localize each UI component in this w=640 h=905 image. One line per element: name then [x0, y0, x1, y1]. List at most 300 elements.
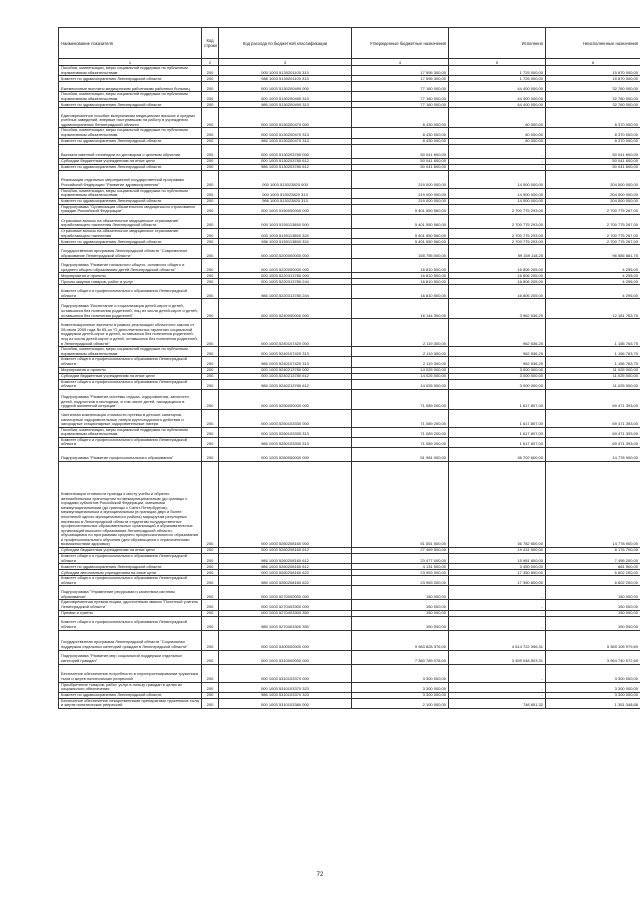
table-row — [59, 299, 640, 319]
budget-code-cell: 000 1003 5310000000 000 — [219, 650, 352, 664]
column-index: 6 — [546, 59, 640, 66]
budget-code-cell: 000 1003 5130203780 000 — [219, 144, 352, 158]
unexecuted-amount-cell: 150 000,00 — [546, 616, 640, 630]
executed-amount-cell: 17 350 800,00 — [449, 570, 546, 576]
line-code-cell: 200 — [202, 630, 219, 650]
indicator-name-cell: Комитет общего и профессионального образования Ленинградской области — [59, 357, 202, 367]
line-code-cell: 200 — [202, 448, 219, 462]
budget-table-page — [58, 27, 638, 709]
unexecuted-amount-cell: 11 025 000,00 — [546, 379, 640, 389]
unexecuted-amount-cell: 96 585 881,75 — [546, 245, 640, 259]
indicator-name-cell: Бесплатное обеспечение лекарственными препаратами тружеников тыла и жертв политических репрессий — [59, 698, 202, 708]
table-row — [59, 616, 640, 630]
table-row — [59, 204, 640, 214]
executed-amount-cell: 16 806 205,00 — [449, 259, 546, 273]
executed-amount-cell: 44 400 000,00 — [449, 82, 546, 92]
line-code-cell: 200 — [202, 76, 219, 82]
table-row — [59, 379, 640, 389]
indicator-name-cell: Единовременное пособие выпускникам медицинских высших и средних учебных заведений, впервые поступившим на работу в учреждения здравоохранения Ленинградской области — [59, 108, 202, 128]
executed-amount-cell: 14 500 000,00 — [449, 170, 546, 188]
executed-amount-cell: 44 400 000,00 — [449, 92, 546, 102]
line-code-cell: 200 — [202, 373, 219, 379]
line-code-cell: 200 — [202, 564, 219, 570]
indicator-name-cell: Выплата именной стипендии по договорам о целевом обучении — [59, 144, 202, 158]
unexecuted-amount-cell: 69 471 393,00 — [546, 389, 640, 409]
executed-amount-cell: 16 806 205,00 — [449, 279, 546, 285]
approved-amount-cell: 50 041 600,00 — [352, 158, 449, 164]
approved-amount-cell: 23 477 000,00 — [352, 554, 449, 564]
budget-code-cell: 000 1003 5250000000 000 — [219, 389, 352, 409]
table-header-row — [59, 28, 640, 59]
budget-code-cell: 986 1003 5130200470 313 — [219, 138, 352, 144]
approved-amount-cell: 150 000,00 — [352, 616, 449, 630]
approved-amount-cell: 5 401 550 560,00 — [352, 239, 449, 245]
executed-amount-cell: 2 700 775 293,00 — [449, 228, 546, 238]
approved-amount-cell: 16 810 500,00 — [352, 285, 449, 299]
table-row — [59, 82, 640, 92]
unexecuted-amount-cell: 1 156 763,75 — [546, 319, 640, 347]
executed-amount-cell: 3 459 048 503,31 — [449, 650, 546, 664]
unexecuted-amount-cell: 2 700 775 267,00 — [546, 214, 640, 228]
line-code-cell: 200 — [202, 239, 219, 245]
executed-amount-cell: - — [449, 682, 546, 692]
budget-code-cell: 000 1003 5310103380 000 — [219, 698, 352, 708]
approved-amount-cell: 8 430 000,00 — [352, 138, 449, 144]
unexecuted-amount-cell: 8 176 700,00 — [546, 548, 640, 554]
approved-amount-cell: 150 000,00 — [352, 610, 449, 616]
line-code-cell: 200 — [202, 188, 219, 198]
executed-amount-cell: - — [449, 600, 546, 610]
approved-amount-cell: 150 000,00 — [352, 600, 449, 610]
indicator-name-cell: Пособия, компенсации, меры социальной поддержки по публичным нормативным обязательствам — [59, 347, 202, 357]
unexecuted-amount-cell: 4 295,00 — [546, 285, 640, 299]
unexecuted-amount-cell: 3 300 000,00 — [546, 692, 640, 698]
line-code-cell: 200 — [202, 409, 219, 427]
unexecuted-amount-cell: 6 602 200,00 — [546, 576, 640, 586]
approved-amount-cell: 14 025 000,00 — [352, 367, 449, 373]
column-index: 4 — [352, 59, 449, 66]
table-row — [59, 347, 640, 357]
line-code-cell: 200 — [202, 554, 219, 564]
unexecuted-amount-cell: 50 041 600,00 — [546, 158, 640, 164]
approved-amount-cell: 3 300 000,00 — [352, 682, 449, 692]
executed-amount-cell: 2 700 775 293,00 — [449, 204, 546, 214]
table-row — [59, 682, 640, 692]
indicator-name-cell: Подпрограмма "Развитие системы отдыха, оздоровления, занятости детей, подростков и молодежи, в том числе детей, находящихся в трудной жизненной ситуации" — [59, 389, 202, 409]
indicator-name-cell: Компенсационные выплаты в рамках реализации областного закона от 28 июля 2005 года № 65-оз "О дополнительных гарантиях социальной поддержки детей-сирот и детей, оставшихся без попечения родителей, лиц из числа детей-сирот и детей, оставшихся без попечения родителей, в Ленинградской области" — [59, 319, 202, 347]
indicator-name-cell: Компенсация стоимости проезда к месту учебы и обратно автомобильным транспортом по межмуниципальным (до границы с городами субъектов Российской Федерации, смежными межмуниципальными (до границы с Санкт-Петербургом), межмуниципальным и муниципальным (в границах двух и более поселений одного муниципального района) маршрутам регулярных перевозок в Ленинградской области студентам государственных профессиональных образовательных организаций и образовательных организаций высшего образования Ленинградской области, обучающимся по программам среднего профессионального образования и профессионального обучения (для обучающихся с ограниченными возможностями здоровья) — [59, 462, 202, 548]
approved-amount-cell: 5 401 550 560,00 — [352, 214, 449, 228]
budget-code-cell: 000 1003 5130201100 313 — [219, 66, 352, 76]
indicator-name-cell: Пособия, компенсации, меры социальной поддержки по публичным нормативным обязательствам — [59, 92, 202, 102]
budget-code-cell: 986 1003 5260208160 612 — [219, 564, 352, 570]
budget-code-cell: 986 1003 5130201100 313 — [219, 76, 352, 82]
approved-amount-cell: 9 983 828 376,00 — [352, 630, 449, 650]
column-index: 2 — [202, 59, 219, 66]
line-code-cell: 200 — [202, 616, 219, 630]
approved-amount-cell: 155 755 000,00 — [352, 245, 449, 259]
indicator-name-cell: Единовременная премия лицам, удостоенным звания "Почетный учитель Ленинградской области" — [59, 600, 202, 610]
indicator-name-cell: Страховые взносы на обязательное медицинское страхование неработающего населения — [59, 228, 202, 238]
budget-execution-table — [58, 27, 640, 709]
budget-code-cell: 000 1003 5250103330 000 — [219, 409, 352, 427]
budget-code-cell: 000 1003 5240107420 000 — [219, 319, 352, 347]
indicator-name-cell: Пособия, компенсации, меры социальной поддержки по публичным нормативным обязательствам — [59, 66, 202, 76]
budget-code-cell: 000 1003 5220313780 000 — [219, 273, 352, 279]
line-code-cell: 200 — [202, 170, 219, 188]
indicator-name-cell: Приобретение товаров, работ, услуг в пользу граждан в целях их социального обеспечения — [59, 682, 202, 692]
executed-amount-cell: 4 614 722 396,31 — [449, 630, 546, 650]
indicator-name-cell: Бесплатное обеспечение потребности в слухопротезировании труженика тыла и жертв политических репрессий — [59, 664, 202, 682]
line-code-cell: 200 — [202, 698, 219, 708]
approved-amount-cell: 8 430 000,00 — [352, 128, 449, 138]
budget-code-cell: 000 1003 5270403300 000 — [219, 600, 352, 610]
budget-code-cell: 000 1003 5130200470 000 — [219, 108, 352, 128]
line-code-cell: 200 — [202, 214, 219, 228]
header-unexecuted: Неисполненные назначения — [546, 28, 640, 59]
line-code-cell: 200 — [202, 682, 219, 692]
header-line-code: Код строки — [202, 28, 219, 59]
table-row — [59, 698, 640, 708]
line-code-cell: 200 — [202, 279, 219, 285]
approved-amount-cell: 27 469 500,00 — [352, 548, 449, 554]
unexecuted-amount-cell: 14 778 900,00 — [546, 448, 640, 462]
line-code-cell: 200 — [202, 367, 219, 373]
header-budget-code: Код расхода по бюджетной классификации — [219, 28, 352, 59]
approved-amount-cell: 17 595 300,00 — [352, 76, 449, 82]
line-code-cell: 200 — [202, 92, 219, 102]
executed-amount-cell: 16 806 205,00 — [449, 273, 546, 279]
table-row — [59, 245, 640, 259]
table-row — [59, 357, 640, 367]
indicator-name-cell: Комитет по здравоохранению Ленинградской области — [59, 692, 202, 698]
table-row — [59, 128, 640, 138]
line-code-cell: 200 — [202, 570, 219, 576]
unexecuted-amount-cell: 4 295,00 — [546, 273, 640, 279]
approved-amount-cell: 71 089 200,00 — [352, 427, 449, 437]
approved-amount-cell: 51 551 500,00 — [352, 462, 449, 548]
line-code-cell: 200 — [202, 245, 219, 259]
indicator-name-cell: Комитет общего и профессионального образования Ленинградской области — [59, 437, 202, 447]
budget-code-cell: 986 1003 5310103370 323 — [219, 692, 352, 698]
budget-code-cell: 000 1003 513023820 000 — [219, 170, 352, 188]
approved-amount-cell: 219 000 000,00 — [352, 170, 449, 188]
indicator-name-cell: Пособия, компенсации, меры социальной поддержки по публичным нормативным обязательствам — [59, 188, 202, 198]
line-code-cell: 200 — [202, 357, 219, 367]
unexecuted-amount-cell: 8 370 000,00 — [546, 128, 640, 138]
budget-code-cell: 986 1003 5250103330 313 — [219, 437, 352, 447]
approved-amount-cell: 77 160 000,00 — [352, 82, 449, 92]
executed-amount-cell: 17 350 800,00 — [449, 576, 546, 586]
indicator-name-cell: Комитет по здравоохранению Ленинградской области — [59, 164, 202, 170]
line-code-cell: 200 — [202, 610, 219, 616]
budget-code-cell: 000 1003 5260208160 612 — [219, 548, 352, 554]
unexecuted-amount-cell: 681 500,00 — [546, 564, 640, 570]
unexecuted-amount-cell: 150 000,00 — [546, 610, 640, 616]
approved-amount-cell: 51 981 000,00 — [352, 448, 449, 462]
line-code-cell: 200 — [202, 664, 219, 682]
indicator-name-cell: Премии и гранты — [59, 610, 202, 616]
executed-amount-cell: 60 000,00 — [449, 128, 546, 138]
approved-amount-cell: 71 089 200,00 — [352, 389, 449, 409]
executed-amount-cell: 962 536,25 — [449, 347, 546, 357]
executed-amount-cell: 3 000 000,00 — [449, 373, 546, 379]
executed-amount-cell: 3 962 536,25 — [449, 299, 546, 319]
approved-amount-cell: 16 810 500,00 — [352, 279, 449, 285]
line-code-cell: 200 — [202, 650, 219, 664]
table-row — [59, 586, 640, 600]
table-row — [59, 228, 640, 238]
executed-amount-cell: - — [449, 158, 546, 164]
indicator-name-cell: Комитет общего и профессионального образования Ленинградской области — [59, 616, 202, 630]
line-code-cell: 200 — [202, 66, 219, 76]
indicator-name-cell: Мероприятия и проекты — [59, 367, 202, 373]
unexecuted-amount-cell: 69 471 393,00 — [546, 427, 640, 437]
budget-code-cell: 000 1003 5130203780 612 — [219, 158, 352, 164]
approved-amount-cell: 77 160 000,00 — [352, 92, 449, 102]
executed-amount-cell: 15 981 800,00 — [449, 554, 546, 564]
unexecuted-amount-cell: 204 500 000,00 — [546, 170, 640, 188]
indicator-name-cell: Пособия, компенсации, меры социальной поддержки по публичным нормативным обязательствам — [59, 128, 202, 138]
unexecuted-amount-cell: 50 041 600,00 — [546, 164, 640, 170]
unexecuted-amount-cell: 12 181 763,75 — [546, 299, 640, 319]
budget-code-cell: 986 1003 5130200490 313 — [219, 102, 352, 108]
line-code-cell: 200 — [202, 128, 219, 138]
line-code-cell: 200 — [202, 379, 219, 389]
executed-amount-cell: 1 617 807,00 — [449, 437, 546, 447]
table-row — [59, 188, 640, 198]
line-code-cell: 200 — [202, 586, 219, 600]
approved-amount-cell: 16 810 500,00 — [352, 273, 449, 279]
approved-amount-cell: 77 160 000,00 — [352, 102, 449, 108]
indicator-name-cell: Субсидии бюджетным учреждениям на иные цели — [59, 373, 202, 379]
indicator-name-cell: Мероприятия и проекты — [59, 273, 202, 279]
header-executed: Исполнено — [449, 28, 546, 59]
approved-amount-cell: 23 953 000,00 — [352, 576, 449, 586]
executed-amount-cell: 44 400 000,00 — [449, 102, 546, 108]
indicator-name-cell: Государственная программа Ленинградской области "Современное образование Ленинградской области" — [59, 245, 202, 259]
budget-code-cell: 000 1003 5240213780 612 — [219, 373, 352, 379]
unexecuted-amount-cell: 50 041 600,00 — [546, 144, 640, 158]
unexecuted-amount-cell: 3 964 740 572,69 — [546, 650, 640, 664]
budget-code-cell: 000 1003 5260000000 000 — [219, 448, 352, 462]
unexecuted-amount-cell: 3 300 000,00 — [546, 682, 640, 692]
indicator-name-cell: Страховые взносы на обязательное медицинское страхование неработающего населения Ленинградской области — [59, 214, 202, 228]
indicator-name-cell: Комитет по здравоохранению Ленинградской области — [59, 102, 202, 108]
unexecuted-amount-cell: 2 700 775 267,00 — [546, 239, 640, 245]
approved-amount-cell: 3 300 000,00 — [352, 692, 449, 698]
table-row — [59, 319, 640, 347]
column-index: 5 — [449, 59, 546, 66]
budget-code-cell: 000 1003 5240000000 000 — [219, 299, 352, 319]
line-code-cell: 200 — [202, 144, 219, 158]
indicator-name-cell: Комитет общего и профессионального образования Ленинградской области — [59, 285, 202, 299]
line-code-cell: 200 — [202, 158, 219, 164]
unexecuted-amount-cell: 11 025 000,00 — [546, 373, 640, 379]
table-row — [59, 576, 640, 586]
indicator-name-cell: Государственная программа Ленинградской области "Социальная поддержка отдельных категорий граждан в Ленинградской области" — [59, 630, 202, 650]
approved-amount-cell: 4 131 500,00 — [352, 564, 449, 570]
unexecuted-amount-cell: 150 000,00 — [546, 586, 640, 600]
indicator-name-cell: Субсидии бюджетным учреждениям на иные цели — [59, 158, 202, 164]
table-row — [59, 409, 640, 427]
approved-amount-cell: 219 000 000,00 — [352, 188, 449, 198]
budget-code-cell: 000 1003 5130200490 000 — [219, 82, 352, 92]
indicator-name-cell: Комитет по здравоохранению Ленинградской области — [59, 198, 202, 204]
line-code-cell: 200 — [202, 600, 219, 610]
executed-amount-cell: 1 725 000,00 — [449, 66, 546, 76]
budget-code-cell: 000 1003 5150113850 324 — [219, 228, 352, 238]
budget-code-cell: 986 1003 5240213780 612 — [219, 379, 352, 389]
budget-code-cell: 000 1003 5270000000 000 — [219, 586, 352, 600]
unexecuted-amount-cell: 204 500 000,00 — [546, 188, 640, 198]
executed-amount-cell: - — [449, 692, 546, 698]
line-code-cell: 200 — [202, 427, 219, 437]
table-row — [59, 554, 640, 564]
indicator-name-cell: Подпрограмма "Развитие мер социальной поддержки отдельных категорий граждан" — [59, 650, 202, 664]
executed-amount-cell: 1 617 807,00 — [449, 389, 546, 409]
budget-code-cell: 000 1003 5220313780 244 — [219, 279, 352, 285]
approved-amount-cell: 2 119 300,00 — [352, 357, 449, 367]
unexecuted-amount-cell: 3 300 000,00 — [546, 664, 640, 682]
table-row — [59, 437, 640, 447]
indicator-name-cell: Комитет по здравоохранению Ленинградской области — [59, 564, 202, 570]
executed-amount-cell: - — [449, 664, 546, 682]
executed-amount-cell: - — [449, 144, 546, 158]
unexecuted-amount-cell: 4 295,00 — [546, 259, 640, 273]
page-number: 72 — [316, 872, 324, 878]
header-approved: Утвержденные бюджетные назначения — [352, 28, 449, 59]
table-row — [59, 285, 640, 299]
unexecuted-amount-cell: 8 370 000,00 — [546, 108, 640, 128]
budget-code-cell: 000 1003 5220000000 000 — [219, 259, 352, 273]
indicator-name-cell: Пособия, компенсации, меры социальной поддержки по публичным нормативным обязательствам — [59, 427, 202, 437]
budget-code-cell: 986 1003 5130203780 612 — [219, 164, 352, 170]
approved-amount-cell: 2 119 300,00 — [352, 347, 449, 357]
table-row — [59, 259, 640, 273]
table-row — [59, 427, 640, 437]
approved-amount-cell: 16 810 500,00 — [352, 259, 449, 273]
executed-amount-cell: 1 617 807,00 — [449, 409, 546, 427]
table-row — [59, 630, 640, 650]
line-code-cell: 200 — [202, 164, 219, 170]
column-index: 3 — [219, 59, 352, 66]
budget-code-cell: 000 1003 5240213780 000 — [219, 367, 352, 373]
executed-amount-cell: - — [449, 610, 546, 616]
line-code-cell: 200 — [202, 576, 219, 586]
budget-code-cell: 000 1003 5310103370 000 — [219, 664, 352, 682]
budget-code-cell: 000 1003 513023820 313 — [219, 188, 352, 198]
unexecuted-amount-cell: 15 870 000,00 — [546, 66, 640, 76]
unexecuted-amount-cell: 2 700 775 267,00 — [546, 204, 640, 214]
executed-amount-cell: 60 000,00 — [449, 138, 546, 144]
indicator-name-cell: Комитет общего и профессионального образования Ленинградской области — [59, 379, 202, 389]
unexecuted-amount-cell: 1 156 763,75 — [546, 347, 640, 357]
line-code-cell: 200 — [202, 228, 219, 238]
executed-amount-cell: 14 500 000,00 — [449, 198, 546, 204]
line-code-cell: 200 — [202, 273, 219, 279]
approved-amount-cell: 150 000,00 — [352, 586, 449, 600]
indicator-name-cell: Подпрограмма "Развитие начального общего, основного общего и среднего общего образования детей Ленинградской области" — [59, 259, 202, 273]
indicator-name-cell: Частичная компенсация стоимости путевки в детские санатории, санаторные оздоровительные лагеря круглогодичного действия и загородные стационарные оздоровительные лагеря — [59, 409, 202, 427]
budget-code-cell: 000 1003 5200000000 000 — [219, 245, 352, 259]
approved-amount-cell: 5 401 550 560,00 — [352, 228, 449, 238]
line-code-cell: 200 — [202, 347, 219, 357]
unexecuted-amount-cell: 150 000,00 — [546, 600, 640, 610]
executed-amount-cell: 36 782 600,00 — [449, 462, 546, 548]
budget-code-cell: 000 1003 5130200470 313 — [219, 128, 352, 138]
indicator-name-cell: Комитет по здравоохранению Ленинградской области — [59, 138, 202, 144]
indicator-name-cell: Подпрограмма "Воспитание и социализация детей-сирот и детей, оставшихся без попечения родителей, лиц из числа детей-сирот и детей, оставшихся без попечения родителей" — [59, 299, 202, 319]
budget-code-cell: 000 1003 5150000000 000 — [219, 204, 352, 214]
indicator-name-cell: Субсидии бюджетным учреждениям на иные цели — [59, 548, 202, 554]
executed-amount-cell: 962 536,25 — [449, 357, 546, 367]
unexecuted-amount-cell: 2 700 775 267,00 — [546, 228, 640, 238]
table-row — [59, 144, 640, 158]
approved-amount-cell: 16 144 300,00 — [352, 299, 449, 319]
line-code-cell: 200 — [202, 319, 219, 347]
indicator-name-cell: Реализация отдельных мероприятий государственной программы Российской Федерации "Развитие здравоохранения" — [59, 170, 202, 188]
line-code-cell: 200 — [202, 389, 219, 409]
budget-code-cell: 986 1003 513023820 313 — [219, 198, 352, 204]
unexecuted-amount-cell: 5 369 105 979,69 — [546, 630, 640, 650]
executed-amount-cell: 2 700 775 293,00 — [449, 214, 546, 228]
indicator-name-cell: Комитет по здравоохранению Ленинградской области — [59, 239, 202, 245]
approved-amount-cell: 5 401 550 560,00 — [352, 204, 449, 214]
line-code-cell: 200 — [202, 437, 219, 447]
unexecuted-amount-cell: 4 295,00 — [546, 279, 640, 285]
approved-amount-cell: 71 089 200,00 — [352, 409, 449, 427]
budget-code-cell: 986 1003 5260208160 622 — [219, 576, 352, 586]
line-code-cell: 200 — [202, 204, 219, 214]
indicator-name-cell: Ежемесячные выплаты медицинским работникам районных больниц — [59, 82, 202, 92]
line-code-cell: 200 — [202, 285, 219, 299]
budget-code-cell: 000 1003 5300000000 000 — [219, 630, 352, 650]
table-row — [59, 92, 640, 102]
indicator-name-cell: Комитет по здравоохранению Ленинградской области — [59, 76, 202, 82]
unexecuted-amount-cell: 11 025 000,00 — [546, 367, 640, 373]
indicator-name-cell: Комитет общего и профессионального образования Ленинградской области — [59, 576, 202, 586]
line-code-cell: 200 — [202, 299, 219, 319]
budget-code-cell: 000 1003 5260208160 622 — [219, 570, 352, 576]
executed-amount-cell: 3 000 000,00 — [449, 367, 546, 373]
budget-code-cell: 986 1003 5150113850 324 — [219, 239, 352, 245]
approved-amount-cell: 50 041 600,00 — [352, 144, 449, 158]
indicator-name-cell: Подпрограмма "Управление ресурсами и качеством системы образования" — [59, 586, 202, 600]
line-code-cell: 200 — [202, 692, 219, 698]
unexecuted-amount-cell: 32 760 000,00 — [546, 102, 640, 108]
unexecuted-amount-cell: 8 370 000,00 — [546, 138, 640, 144]
column-index: 1 — [59, 59, 202, 66]
line-code-cell: 200 — [202, 198, 219, 204]
budget-code-cell: 000 1003 5130200490 313 — [219, 92, 352, 102]
table-row — [59, 389, 640, 409]
budget-code-cell: 000 1003 5240107420 313 — [219, 347, 352, 357]
table-body — [59, 66, 640, 709]
executed-amount-cell: 36 702 600,00 — [449, 448, 546, 462]
budget-code-cell: 000 1003 5270403300 350 — [219, 610, 352, 616]
table-row — [59, 664, 640, 682]
unexecuted-amount-cell: 15 870 000,00 — [546, 76, 640, 82]
executed-amount-cell: - — [449, 164, 546, 170]
executed-amount-cell: 19 431 900,00 — [449, 548, 546, 554]
budget-code-cell: 986 1003 5260208160 612 — [219, 554, 352, 564]
executed-amount-cell: 748 651,32 — [449, 698, 546, 708]
unexecuted-amount-cell: 32 760 000,00 — [546, 92, 640, 102]
table-row — [59, 600, 640, 610]
budget-code-cell: 000 1003 5260208160 000 — [219, 462, 352, 548]
indicator-name-cell: Подпрограмма "Развитие профессионального образования" — [59, 448, 202, 462]
